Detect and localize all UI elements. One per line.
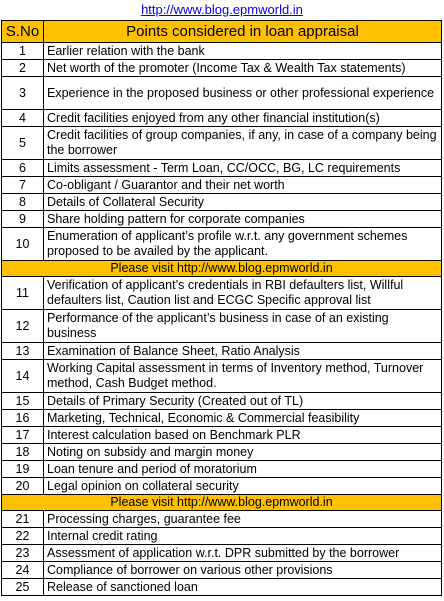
row-point: Legal opinion on collateral security (44, 478, 442, 495)
table-row (2, 127, 442, 160)
promo-band-row (2, 261, 442, 277)
row-sno: 16 (2, 410, 44, 427)
table-row (2, 77, 442, 110)
row-point: Verification of applicant’s credentials in RBI defaulters list, Willful defaulters list, Caution list and ECGC Specific approval list (44, 277, 442, 310)
row-point: Examination of Balance Sheet, Ratio Analysis (44, 343, 442, 360)
row-point: Details of Primary Security (Created out of TL) (44, 393, 442, 410)
table-row (2, 410, 442, 427)
table-row (2, 360, 442, 393)
row-point: Assessment of application w.r.t. DPR submitted by the borrower (44, 545, 442, 562)
row-sno: 8 (2, 194, 44, 211)
table-row (2, 177, 442, 194)
blog-link[interactable]: http://www.blog.epmworld.in (141, 2, 303, 17)
row-point: Credit facilities enjoyed from any other financial institution(s) (44, 110, 442, 127)
row-point: Noting on subsidy and margin money (44, 444, 442, 461)
row-sno: 12 (2, 310, 44, 343)
table-row (2, 461, 442, 478)
row-sno: 7 (2, 177, 44, 194)
table-row (2, 228, 442, 261)
row-sno: 22 (2, 528, 44, 545)
row-point: Performance of the applicant’s business in case of an existing business (44, 310, 442, 343)
row-point: Earlier relation with the bank (44, 43, 442, 60)
row-point: Experience in the proposed business or other professional experience (44, 77, 442, 110)
row-point: Net worth of the promoter (Income Tax & Wealth Tax statements) (44, 60, 442, 77)
table-row (2, 110, 442, 127)
table-row (2, 478, 442, 495)
table-row (2, 194, 442, 211)
table-row (2, 528, 442, 545)
row-sno: 20 (2, 478, 44, 495)
table-row (2, 545, 442, 562)
row-sno: 14 (2, 360, 44, 393)
table-body (2, 43, 442, 596)
promo-band-row (2, 495, 442, 511)
row-point: Release of sanctioned loan (44, 579, 442, 596)
table-row (2, 60, 442, 77)
header-title: Points considered in loan appraisal (44, 21, 442, 43)
row-point: Loan tenure and period of moratorium (44, 461, 442, 478)
table-row (2, 211, 442, 228)
row-sno: 17 (2, 427, 44, 444)
loan-appraisal-table (1, 20, 442, 596)
row-sno: 21 (2, 511, 44, 528)
table-row (2, 160, 442, 177)
row-sno: 13 (2, 343, 44, 360)
row-sno: 15 (2, 393, 44, 410)
row-sno: 10 (2, 228, 44, 261)
table-row (2, 343, 442, 360)
row-sno: 9 (2, 211, 44, 228)
row-point: Co-obligant / Guarantor and their net worth (44, 177, 442, 194)
header-row (2, 21, 442, 43)
table-row (2, 310, 442, 343)
table-row (2, 579, 442, 596)
row-point: Compliance of borrower on various other provisions (44, 562, 442, 579)
row-point: Processing charges, guarantee fee (44, 511, 442, 528)
row-point: Interest calculation based on Benchmark PLR (44, 427, 442, 444)
row-point: Credit facilities of group companies, if any, in case of a company being the borrower (44, 127, 442, 160)
table-row (2, 562, 442, 579)
table-row (2, 444, 442, 461)
row-point: Details of Collateral Security (44, 194, 442, 211)
row-sno: 23 (2, 545, 44, 562)
row-sno: 1 (2, 43, 44, 60)
table-row (2, 427, 442, 444)
header-sno: S.No (2, 21, 44, 43)
row-sno: 2 (2, 60, 44, 77)
table-row (2, 393, 442, 410)
row-sno: 11 (2, 277, 44, 310)
table-row (2, 277, 442, 310)
table-row (2, 511, 442, 528)
row-sno: 25 (2, 579, 44, 596)
table-row (2, 43, 442, 60)
row-point: Share holding pattern for corporate companies (44, 211, 442, 228)
row-sno: 24 (2, 562, 44, 579)
row-point: Internal credit rating (44, 528, 442, 545)
promo-band-text: Please visit http://www.blog.epmworld.in (2, 495, 442, 511)
row-sno: 4 (2, 110, 44, 127)
row-point: Working Capital assessment in terms of Inventory method, Turnover method, Cash Budget method. (44, 360, 442, 393)
row-sno: 6 (2, 160, 44, 177)
row-point: Enumeration of applicant’s profile w.r.t. any government schemes proposed to be availed by the applicant. (44, 228, 442, 261)
row-sno: 3 (2, 77, 44, 110)
row-sno: 19 (2, 461, 44, 478)
promo-band-text: Please visit http://www.blog.epmworld.in (2, 261, 442, 277)
row-point: Marketing, Technical, Economic & Commercial feasibility (44, 410, 442, 427)
row-sno: 5 (2, 127, 44, 160)
row-point: Limits assessment - Term Loan, CC/OCC, BG, LC requirements (44, 160, 442, 177)
row-sno: 18 (2, 444, 44, 461)
